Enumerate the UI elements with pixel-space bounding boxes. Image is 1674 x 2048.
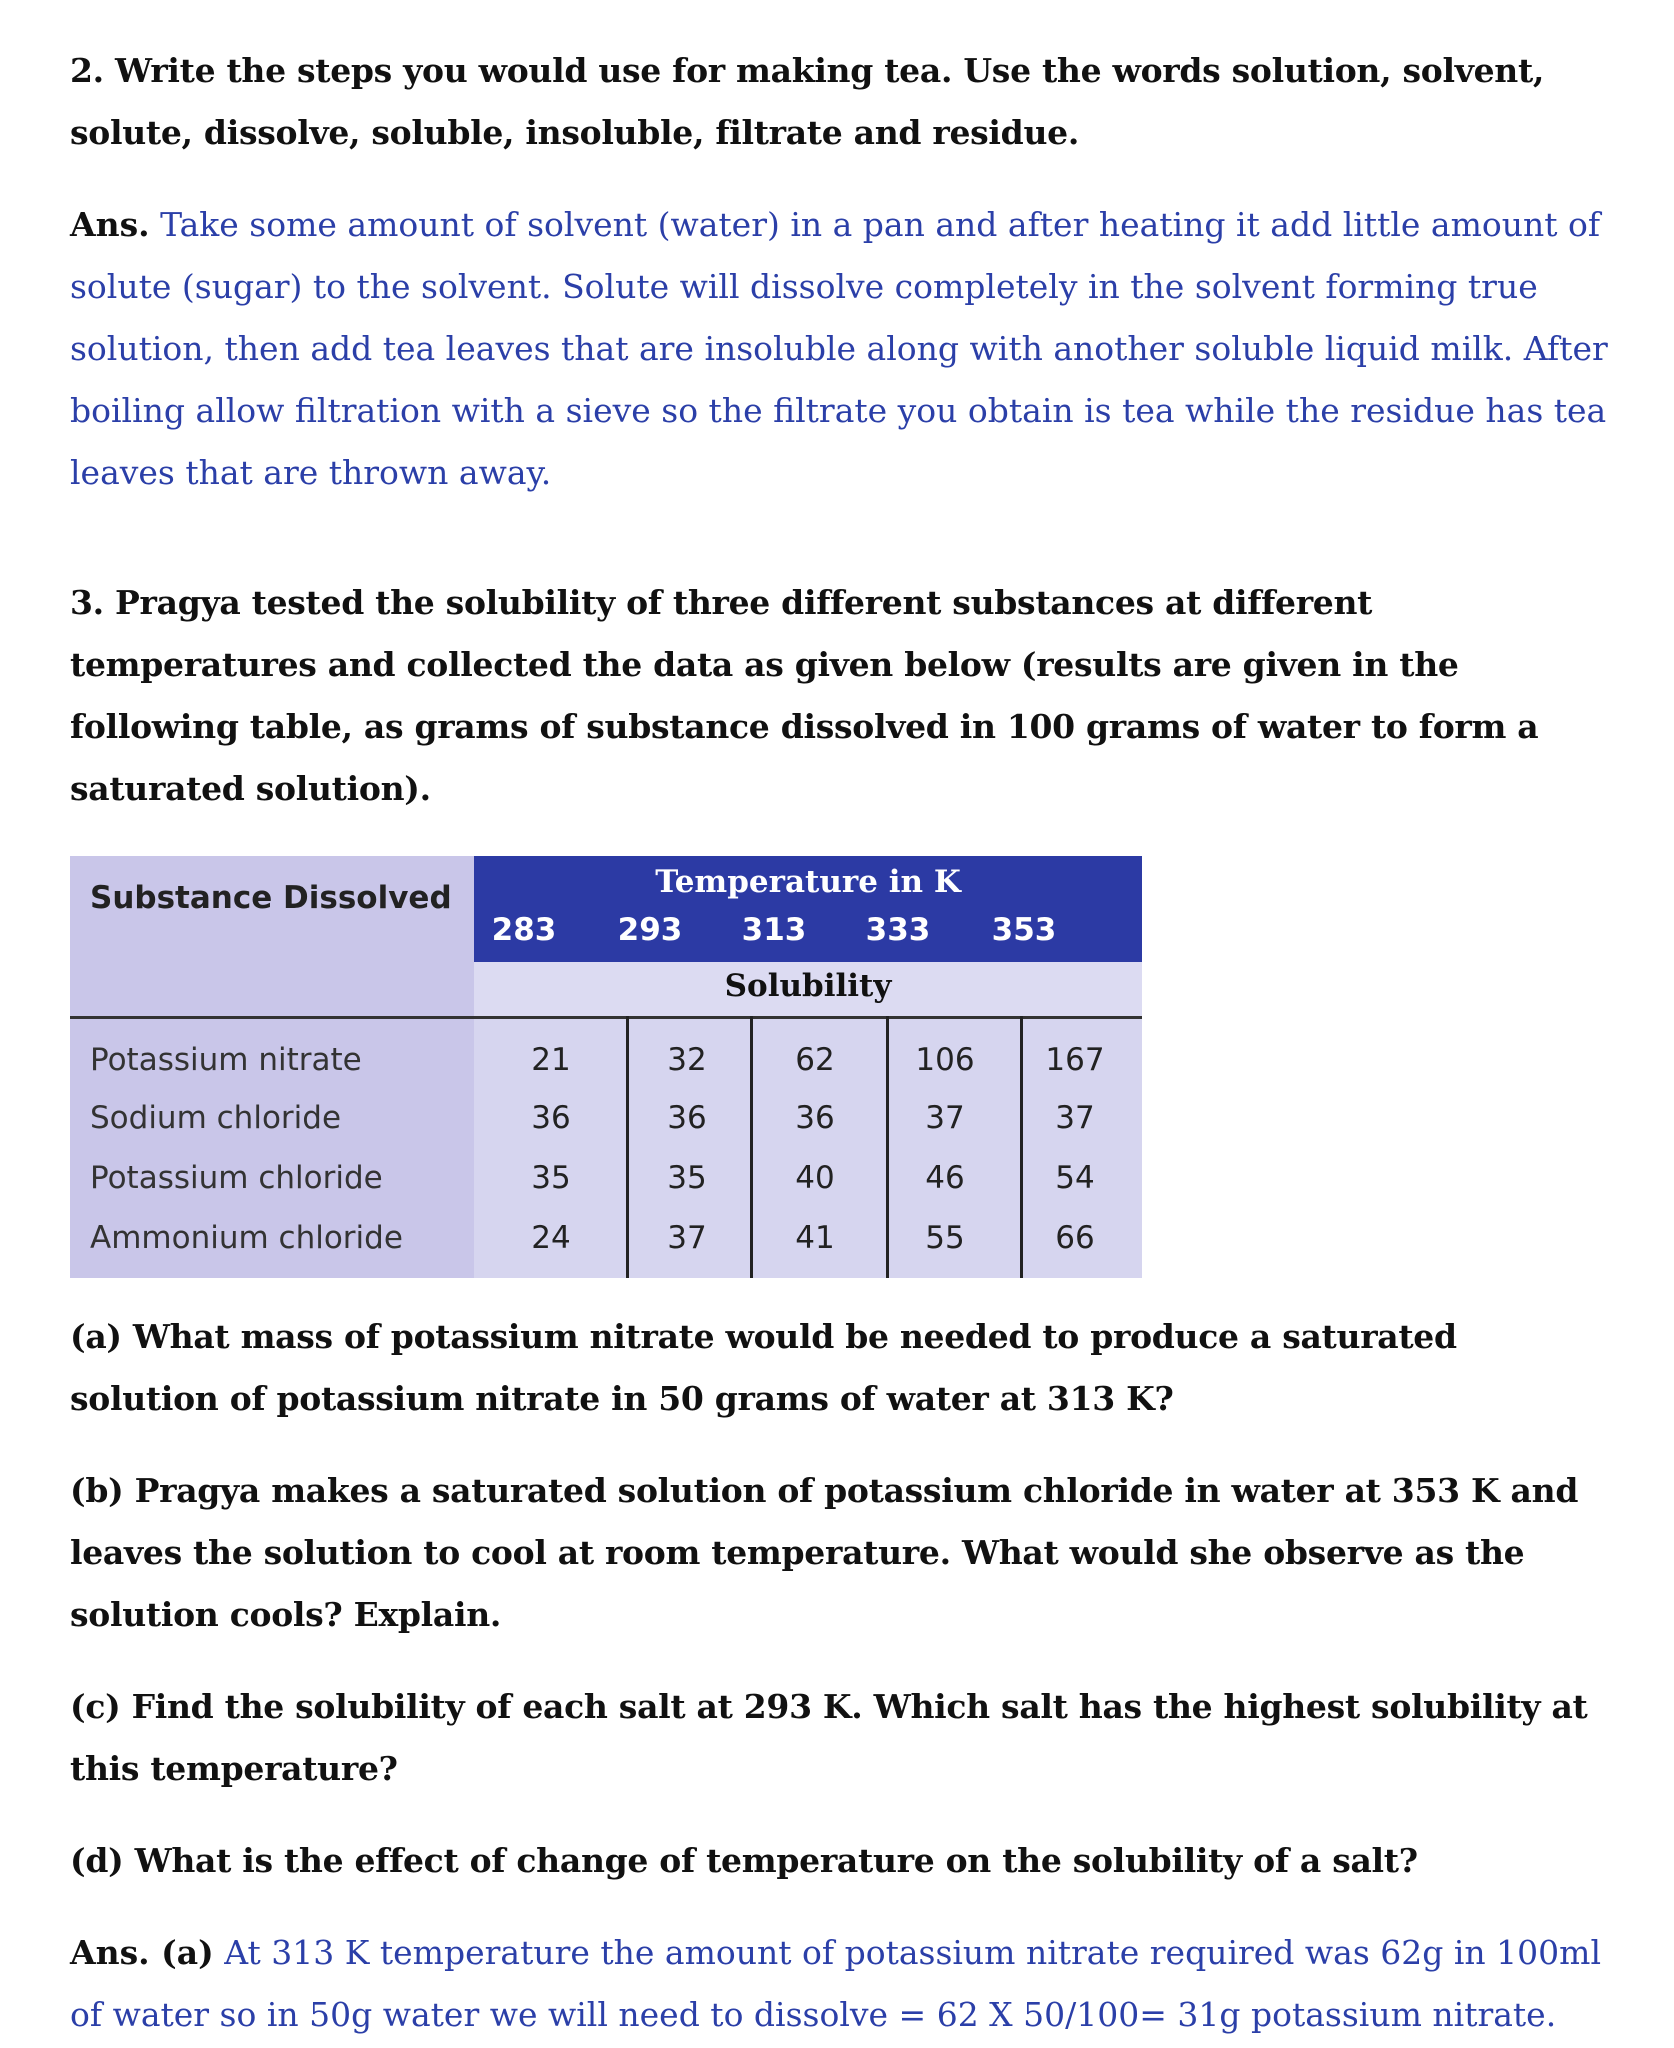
answer-2 xyxy=(70,194,1610,504)
row-name: Sodium chloride xyxy=(90,1100,342,1136)
solubility-table xyxy=(70,856,1142,1278)
table-cell: 40 xyxy=(795,1160,835,1196)
table-cell: 55 xyxy=(925,1220,965,1256)
document-page xyxy=(70,40,1610,2046)
temp-353: 353 xyxy=(991,912,1057,948)
answer-3a-text: At 313 K temperature the amount of potassium nitrate required was 62g in 100ml of water so in 50g water we will need to dissolve = 62 X 50/100= 31g potassium nitrate. xyxy=(70,1933,1602,2034)
answer-2-text: Take some amount of solvent (water) in a pan and after heating it add little amount of solute (sugar) to the solvent. Solute will dissolve completely in the solvent forming true solution, then add tea leaves that are insoluble along with another soluble liquid milk. After boiling allow filtration with a sieve so the filtrate you obtain is tea while the residue has tea leaves that are thrown away. xyxy=(70,205,1608,492)
column-divider xyxy=(886,1016,889,1278)
table-cell: 37 xyxy=(925,1100,965,1136)
temp-293: 293 xyxy=(617,912,683,948)
table-cell: 36 xyxy=(531,1100,571,1136)
column-divider xyxy=(626,1016,629,1278)
table-cell: 62 xyxy=(795,1042,835,1078)
table-cell: 35 xyxy=(531,1160,571,1196)
table-cell: 21 xyxy=(531,1042,571,1078)
header-substance: Substance Dissolved xyxy=(90,880,452,916)
table-cell: 54 xyxy=(1055,1160,1095,1196)
table-cell: 37 xyxy=(1055,1100,1095,1136)
table-divider xyxy=(70,1016,1142,1019)
table-cell: 106 xyxy=(915,1042,975,1078)
column-divider xyxy=(750,1016,753,1278)
header-temperature: Temperature in K xyxy=(655,864,961,900)
table-cell: 46 xyxy=(925,1160,965,1196)
table-cell: 24 xyxy=(531,1220,571,1256)
table-cell: 167 xyxy=(1045,1042,1105,1078)
answer-3a-label: Ans. (a) xyxy=(70,1933,214,1972)
question-3a: (a) What mass of potassium nitrate would be needed to produce a saturated solution of potassium nitrate in 50 grams of water at 313 K? xyxy=(70,1317,1457,1418)
row-name: Potassium nitrate xyxy=(90,1042,362,1078)
table-cell: 36 xyxy=(795,1100,835,1136)
question-2: 2. Write the steps you would use for making tea. Use the words solution, solvent, solute, dissolve, soluble, insoluble, filtrate and residue. xyxy=(70,51,1545,152)
question-3: 3. Pragya tested the solubility of three different substances at different temperatures and collected the data as given below (results are given in the following table, as grams of substance dissolved in 100 grams of water to form a saturated solution). xyxy=(70,583,1539,808)
question-3d: (d) What is the effect of change of temperature on the solubility of a salt? xyxy=(70,1841,1418,1880)
header-solubility: Solubility xyxy=(724,968,892,1004)
answer-2-label: Ans. xyxy=(70,205,150,244)
table-cell: 35 xyxy=(667,1160,707,1196)
row-name: Potassium chloride xyxy=(90,1160,383,1196)
temp-313: 313 xyxy=(741,912,807,948)
temp-333: 333 xyxy=(865,912,931,948)
table-cell: 41 xyxy=(795,1220,835,1256)
table-cell: 32 xyxy=(667,1042,707,1078)
question-3c: (c) Find the solubility of each salt at 293 K. Which salt has the highest solubility at this temperature? xyxy=(70,1687,1588,1788)
answer-3a xyxy=(70,1922,1610,2046)
table-cell: 36 xyxy=(667,1100,707,1136)
row-name: Ammonium chloride xyxy=(90,1220,403,1256)
temp-283: 283 xyxy=(491,912,557,948)
table-cell: 66 xyxy=(1055,1220,1095,1256)
table-cell: 37 xyxy=(667,1220,707,1256)
question-3b: (b) Pragya makes a saturated solution of potassium chloride in water at 353 K and leaves the solution to cool at room temperature. What would she observe as the solution cools? Explain. xyxy=(70,1471,1579,1634)
